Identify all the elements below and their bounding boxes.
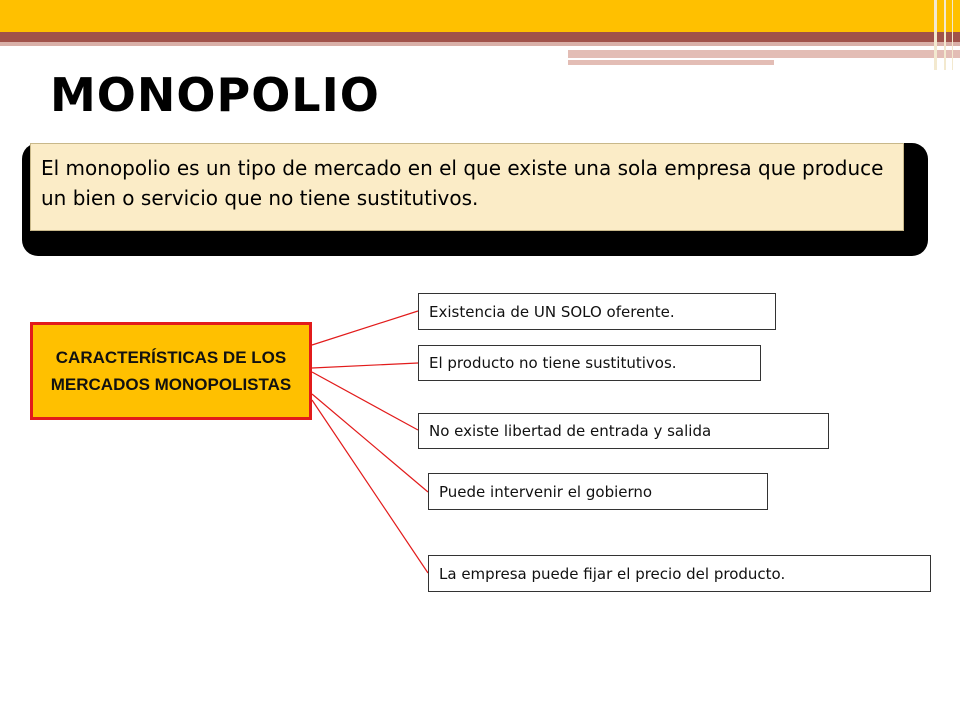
characteristic-2: El producto no tiene sustitutivos. bbox=[418, 345, 761, 381]
connector-2 bbox=[312, 363, 418, 368]
characteristic-1: Existencia de UN SOLO oferente. bbox=[418, 293, 776, 330]
characteristic-5: La empresa puede fijar el precio del producto. bbox=[428, 555, 931, 592]
connector-3 bbox=[312, 372, 418, 430]
slide-title: MONOPOLIO bbox=[50, 68, 380, 122]
main-concept-box: CARACTERÍSTICAS DE LOS MERCADOS MONOPOLISTAS bbox=[30, 322, 312, 420]
connector-4 bbox=[312, 394, 428, 492]
definition-box: El monopolio es un tipo de mercado en el que existe una sola empresa que produce un bien o servicio que no tiene sustitutivos. bbox=[30, 143, 904, 231]
characteristic-3: No existe libertad de entrada y salida bbox=[418, 413, 829, 449]
connector-1 bbox=[312, 311, 418, 345]
characteristic-4: Puede intervenir el gobierno bbox=[428, 473, 768, 510]
